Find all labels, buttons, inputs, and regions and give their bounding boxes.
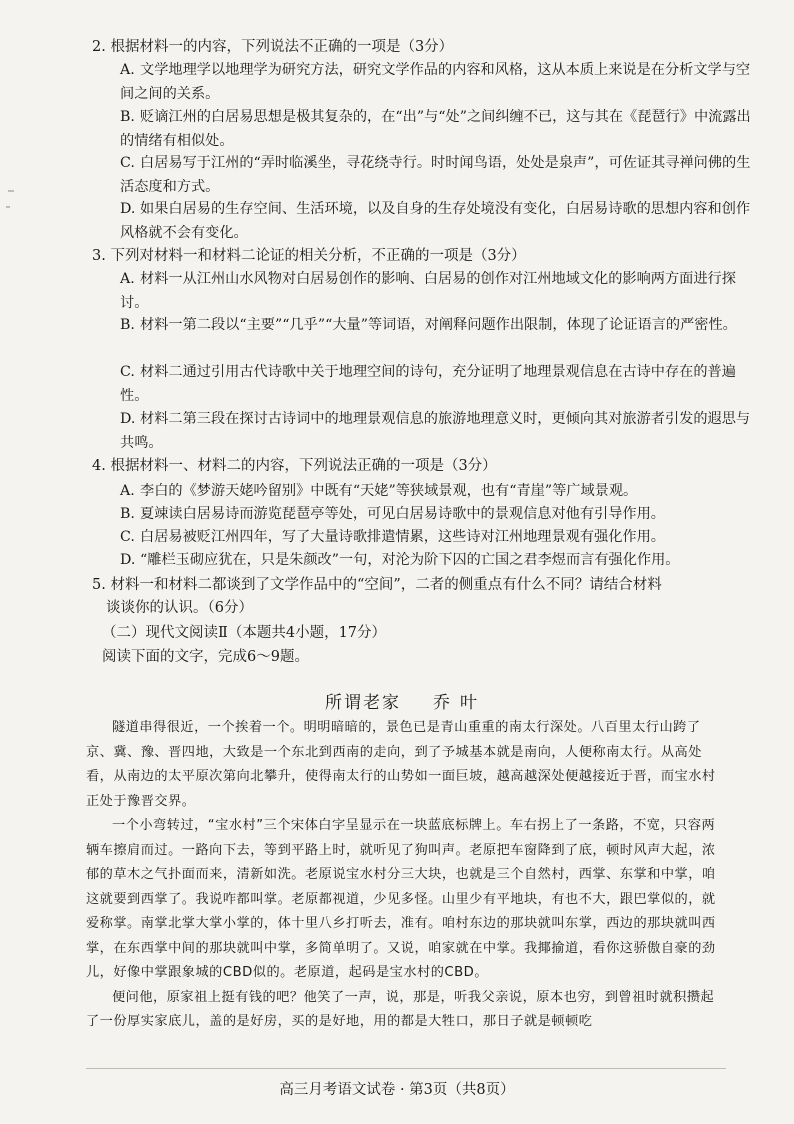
- q5-line-1: 5. 材料一和材料二都谈到了文学作品中的“空间”，二者的侧重点有什么不同？请结合材料: [92, 577, 662, 593]
- q4-option-a: [120, 480, 760, 504]
- q2-option-c: [120, 152, 760, 199]
- option-key: D.: [120, 552, 136, 568]
- q3-option-c: [120, 361, 760, 408]
- option-text: 材料二第三段在探讨古诗词中的地理景观信息的旅游地理意义时，更倾向其对旅游者引发的遐思与共鸣。: [120, 411, 751, 451]
- q3-option-a: [120, 268, 760, 315]
- option-text: 材料一从江州山水风物对白居易创作的影响、白居易的创作对江州地域文化的影响两方面进行探讨。: [120, 271, 736, 311]
- option-text: 白居易写于江州的“弄时临溪坐，寻花绕寺行。时时闻鸟语，处处是泉声”，可佐证其寻禅问佛的生活态度和方式。: [120, 155, 751, 195]
- option-key: A.: [120, 62, 135, 78]
- option-text: 文学地理学以地理学为研究方法，研究文学作品的内容和风格，这从本质上来说是在分析文学与空间之间的关系。: [120, 62, 751, 102]
- option-key: C.: [120, 155, 135, 171]
- option-text: 李白的《梦游天姥吟留别》中既有“天姥”等狭域景观，也有“青崖”等广域景观。: [140, 483, 638, 499]
- q2-option-a: [120, 59, 760, 106]
- option-text: “雕栏玉砌应犹在，只是朱颜改”一句，对沦为阶下囚的亡国之君李煜而言有强化作用。: [140, 552, 680, 568]
- article-paragraph-1: 隧道串得很近，一个挨着一个。明明暗暗的，景色已是青山重重的南太行深处。八百里太行山跨了京、冀、豫、晋四地，大致是一个东北到西南的走向，到了予城基本就是南向，人便称南太行。从高处看，从南边的太平原次第向北攀升，使得南太行的山势如一面巨坡，越高越深处便越接近于晋，而宝水村正处于豫晋交界。: [86, 720, 716, 809]
- article-author: 乔叶: [433, 693, 487, 713]
- q3-option-d: [120, 408, 760, 455]
- option-text: 材料一第二段以“主要”“几乎”“大量”等词语，对阐释问题作出限制，体现了论证语言的严密性。: [140, 317, 737, 333]
- article-title: 所谓老家: [325, 693, 401, 713]
- option-key: A.: [120, 271, 135, 287]
- option-text: 如果白居易的生存空间、生活环境，以及自身的生存处境没有变化，白居易诗歌的思想内容和创作风格就不会有变化。: [120, 201, 751, 241]
- option-key: A.: [120, 483, 135, 499]
- option-key: C.: [120, 529, 135, 545]
- q2-option-b: [120, 106, 760, 153]
- option-text: 白居易被贬江州四年，写了大量诗歌排遣情累，这些诗对江州地理景观有强化作用。: [140, 529, 665, 545]
- scan-speck: [8, 190, 14, 192]
- q5-line-2: 谈谈你的认识。（6分）: [106, 600, 253, 616]
- q4-option-b: [120, 503, 760, 527]
- option-key: B.: [120, 109, 135, 125]
- q4-stem: 4. 根据材料一、材料二的内容，下列说法正确的一项是（3分）: [92, 458, 497, 474]
- article-paragraph-3: 便问他，原家祖上挺有钱的吧？他笑了一声，说，那是，听我父亲说，原本也穷，到曾祖时就积攒起了一份厚实家底儿，盖的是好房，买的是好地，用的都是大牲口，那日子就是顿顿吃: [86, 989, 715, 1029]
- section-heading: （二）现代文阅读Ⅱ（本题共4小题，17分）: [102, 625, 387, 641]
- q2-option-d: [120, 198, 760, 245]
- option-text: 夏竦读白居易诗而游览琵琶亭等处，可见白居易诗歌中的景观信息对他有引导作用。: [140, 506, 665, 522]
- section-instruction: 阅读下面的文字，完成6～9题。: [102, 649, 309, 665]
- option-text: 材料二通过引用古代诗歌中关于地理空间的诗句，充分证明了地理景观信息在古诗中存在的普遍性。: [120, 364, 736, 404]
- page-footer: 高三月考语文试卷 · 第3页（共8页）: [279, 1082, 515, 1098]
- article-paragraph-2: 一个小弯转过，“宝水村”三个宋体白字呈显示在一块蓝底标牌上。车右拐上了一条路，不宽，只容两辆车擦肩而过。一路向下去，等到平路上时，就听见了狗叫声。老原把车窗降到了底，顿时风声大起，浓郁的草木之气扑面而来，清新如洗。老原说宝水村分三大块，也就是三个自然村，西掌、东掌和中掌，咱这就要到西掌了。我说咋都叫掌。老原都视道，少见多怪。山里少有平地块，有也不大，跟巴掌似的，就爱称掌。南掌北掌大掌小掌的，体十里八乡打听去，准有。咱村东边的那块就叫东掌，西边的那块就叫西掌，在东西掌中间的那块就叫中掌，多简单明了。又说，咱家就在中掌。我揶揄道，看你这骄傲自豪的劲儿，好像中掌跟象城的CBD似的。老原道，起码是宝水村的CBD。: [86, 818, 716, 980]
- q2-stem: 2. 根据材料一的内容，下列说法不正确的一项是（3分）: [92, 39, 454, 55]
- option-key: D.: [120, 201, 136, 217]
- q3-option-b: [120, 314, 760, 338]
- q4-option-d: [120, 549, 760, 573]
- q4-option-c: [120, 526, 760, 550]
- option-key: D.: [120, 411, 136, 427]
- article-body: [86, 716, 726, 1035]
- option-text: 贬谪江州的白居易思想是极其复杂的，在“出”与“处”之间纠缠不已，这与其在《琵琶行》中流露出的情绪有相似处。: [120, 109, 751, 149]
- option-key: B.: [120, 317, 135, 333]
- option-key: C.: [120, 364, 135, 380]
- option-key: B.: [120, 506, 135, 522]
- scan-speck: [6, 206, 10, 208]
- q3-stem: 3. 下列对材料一和材料二论证的相关分析，不正确的一项是（3分）: [92, 248, 526, 264]
- footer-divider: [86, 1068, 726, 1069]
